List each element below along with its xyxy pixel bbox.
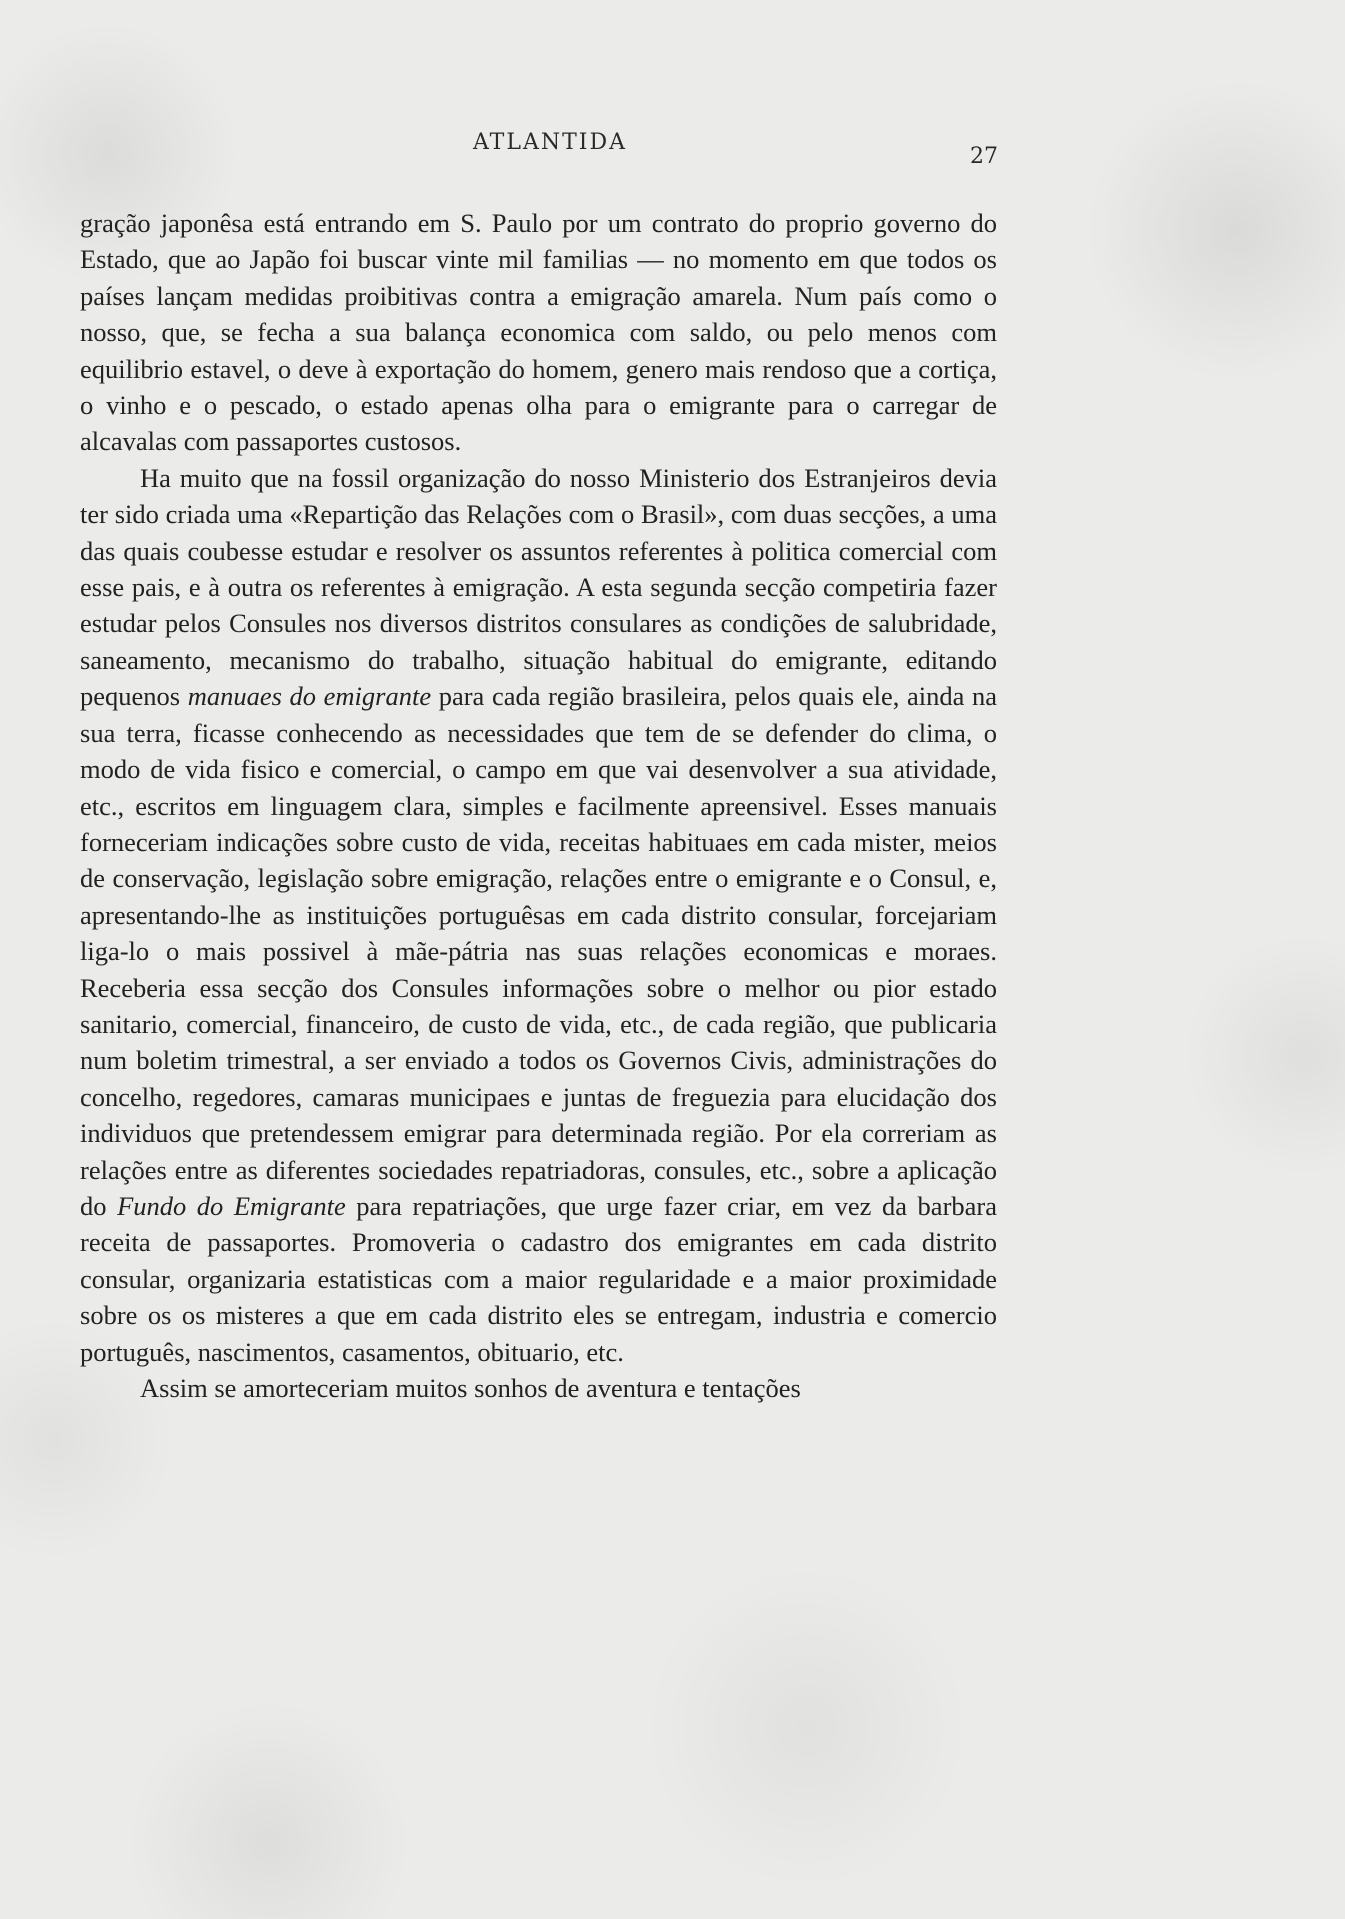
- text-run: para cada região brasileira, pelos quais ele, ainda na sua terra, ficasse conhecendo as necessidades que tem de se defender do clima, o modo de vida fisico e comercial, o campo em que vai desenvolver a sua atividade, etc., escritos em linguagem clara, simples e facilmente apreensivel. Esses manuais forneceriam indicações sobre custo de vida, receitas habituaes em cada mister, meios de conservação, legislação sobre emigração, relações entre o emigrante e o Consul, e, apresentando-lhe as instituições portuguêsas em cada distrito consular, forcejariam liga-lo o mais possivel à mãe-pátria nas suas relações economicas e moraes. Receberia essa secção dos Consules informações sobre o melhor ou pior estado sanitario, comercial, financeiro, de custo de vida, etc., de cada região, que publicaria num boletim trimestral, a ser enviado a todos os Governos Civis, administrações do concelho, regedores, camaras municipaes e juntas de freguezia para elucidação dos individuos que pretendessem emigrar para determinada região. Por ela correriam as relações entre as diferentes sociedades repatriadoras, consules, etc., sobre a aplicação do: [80, 681, 997, 1221]
- running-head: [0, 130, 1345, 170]
- text-run: gração japonêsa está entrando em S. Paulo por um contrato do proprio governo do Estado, que ao Japão foi buscar vinte mil familias — no momento em que todos os países lançam medidas proibitivas contra a emigração amarela. Num país como o nosso, que, se fecha a sua balança economica com saldo, ou pelo menos com equilibrio estavel, o deve à exportação do homem, genero mais rendoso que a cortiça, o vinho e o pescado, o estado apenas olha para o emigrante para o carregar de alcavalas com passaportes custosos.: [80, 208, 997, 457]
- paragraph: [80, 1370, 997, 1406]
- text-run: Assim se amorteceriam muitos sonhos de aventura e tentações: [140, 1373, 801, 1403]
- body-text: [80, 205, 997, 1406]
- italic-phrase: Fundo do Emigrante: [117, 1190, 346, 1221]
- page-number: 27: [970, 144, 998, 169]
- text-run: para repatriações, que urge fazer criar, em vez da barbara receita de passaportes. Promoveria o cadastro dos emigrantes em cada distrito consular, organizaria estatisticas com a maior regularidade e a maior proximidade sobre os os misteres a que em cada distrito eles se entregam, industria e comercio português, nascimentos, casamentos, obituario, etc.: [80, 1190, 997, 1367]
- paragraph: [80, 205, 997, 460]
- running-head-title: ATLANTIDA: [473, 130, 627, 155]
- italic-phrase: manuaes do emigrante: [187, 681, 432, 712]
- text-run: Ha muito que na fossil organização do nosso Ministerio dos Estranjeiros devia ter sido criada uma «Repartição das Relações com o Brasil», com duas secções, a uma das quais coubesse estudar e resolver os assuntos referentes à politica comercial com esse pais, e à outra os referentes à emigração. A esta segunda secção competiria fazer estudar pelos Consules nos diversos distritos consulares as condições de salubridade, saneamento, mecanismo do trabalho, situação habitual do emigrante, editando pequenos: [80, 462, 997, 712]
- paragraph: [80, 460, 997, 1370]
